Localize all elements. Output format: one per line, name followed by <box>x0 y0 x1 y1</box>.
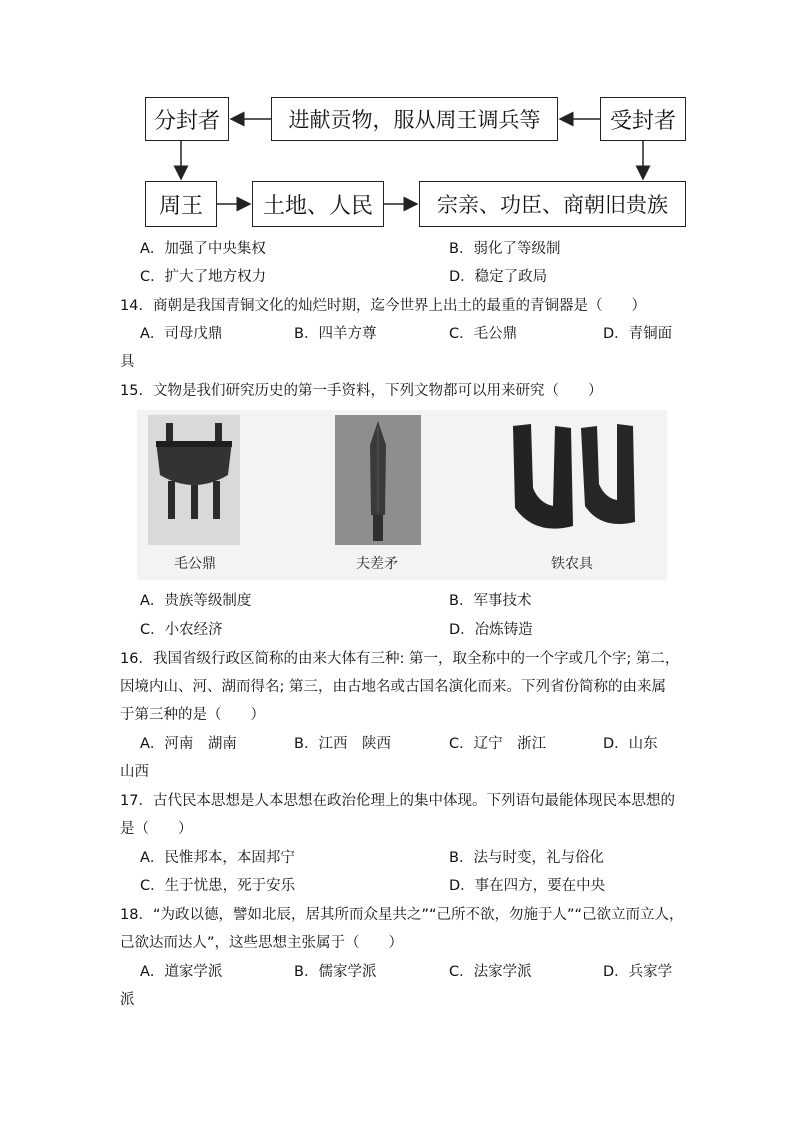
maogong-ding-image <box>148 415 240 545</box>
q17-option-c[interactable]: C．生于忧患，死于安乐 <box>140 878 296 894</box>
q15-stem: 15．文物是我们研究历史的第一手资料，下列文物都可以用来研究（ ） <box>120 383 603 399</box>
iron-tools-image <box>505 418 645 543</box>
q17-stem-line1: 17．古代民本思想是人本思想在政治伦理上的集中体现。下列语句最能体现民本思想的 <box>120 793 675 809</box>
q18-option-d-wrap: 派 <box>120 992 135 1008</box>
q18-stem-line2: 己欲达而达人”，这些思想主张属于（ ） <box>120 935 404 951</box>
box-feudal-lord: 分封者 <box>145 97 229 141</box>
caption-tools: 铁农具 <box>551 556 593 572</box>
q13-option-d[interactable]: D．稳定了政局 <box>449 269 548 285</box>
box-grantee: 受封者 <box>600 97 686 141</box>
q14-option-b[interactable]: B．四羊方尊 <box>294 326 377 342</box>
q18-option-d[interactable]: D．兵家学 <box>603 964 673 980</box>
q16-stem-line1: 16．我国省级行政区简称的由来大体有三种: 第一，取全称中的一个字或几个字; 第二， <box>120 651 680 667</box>
q16-option-c[interactable]: C．辽宁 浙江 <box>449 736 547 752</box>
q13-option-c[interactable]: C．扩大了地方权力 <box>140 269 267 285</box>
q16-option-b[interactable]: B．江西 陕西 <box>294 736 391 752</box>
q16-stem-line2: 因境内山、河、湖而得名; 第三，由古地名或古国名演化而来。下列省份简称的由来属 <box>120 679 666 695</box>
q18-option-a[interactable]: A．道家学派 <box>140 964 223 980</box>
q16-option-a[interactable]: A．河南 湖南 <box>140 736 237 752</box>
q18-option-c[interactable]: C．法家学派 <box>449 964 532 980</box>
caption-spear: 夫差矛 <box>356 556 398 572</box>
q17-option-d[interactable]: D．事在四方，要在中央 <box>449 878 606 894</box>
q14-option-d-wrap: 具 <box>120 354 135 370</box>
caption-ding: 毛公鼎 <box>174 556 216 572</box>
box-land-people: 土地、人民 <box>252 181 384 227</box>
q13-option-a[interactable]: A．加强了中央集权 <box>140 241 266 257</box>
diagram-arrows <box>0 0 794 240</box>
q17-option-b[interactable]: B．法与时变，礼与俗化 <box>449 850 604 866</box>
box-tribute: 进献贡物，服从周王调兵等 <box>271 97 558 141</box>
q17-stem-line2: 是（ ） <box>120 821 193 837</box>
q14-stem: 14．商朝是我国青铜文化的灿烂时期，迄今世界上出土的最重的青铜器是（ ） <box>120 298 646 314</box>
q15-option-a[interactable]: A．贵族等级制度 <box>140 593 252 609</box>
q14-option-a[interactable]: A．司母戊鼎 <box>140 326 223 342</box>
q15-option-d[interactable]: D．冶炼铸造 <box>449 622 533 638</box>
q18-option-b[interactable]: B．儒家学派 <box>294 964 377 980</box>
q16-option-d[interactable]: D．山东 <box>603 736 658 752</box>
q17-option-a[interactable]: A．民惟邦本，本固邦宁 <box>140 850 295 866</box>
fuchai-spear-image <box>335 415 421 545</box>
q13-option-b[interactable]: B．弱化了等级制 <box>449 241 561 257</box>
q14-option-c[interactable]: C．毛公鼎 <box>449 326 518 342</box>
q18-stem-line1: 18．“为政以德，譬如北辰，居其所而众星共之”“己所不欲，勿施于人”“己欲立而立人， <box>120 907 684 923</box>
q16-option-d-wrap: 山西 <box>120 764 149 780</box>
box-zhou-king: 周王 <box>145 181 217 227</box>
q15-option-c[interactable]: C．小农经济 <box>140 622 223 638</box>
q14-option-d[interactable]: D．青铜面 <box>603 326 673 342</box>
box-recipients: 宗亲、功臣、商朝旧贵族 <box>419 181 686 227</box>
q15-option-b[interactable]: B．军事技术 <box>449 593 532 609</box>
q16-stem-line3: 于第三种的是（ ） <box>120 707 265 723</box>
